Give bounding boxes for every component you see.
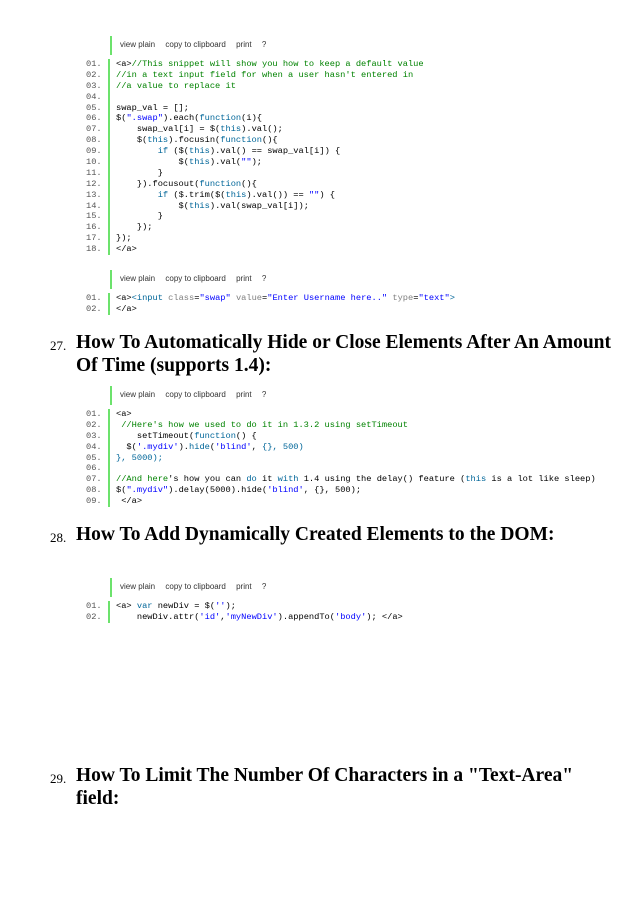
line-number: 12. [86,178,102,189]
code-text [108,233,132,244]
code-text [108,59,424,70]
code-token: '' [215,601,226,611]
heading-text: How To Automatically Hide or Close Elements After An Amount Of Time (supports 1.4): [76,332,612,376]
line-number: 11. [86,167,102,178]
code-token: 'body' [335,611,367,622]
code-token: }, 5000); [116,452,163,463]
code-token: //a value to replace it [116,80,236,91]
view-plain-link[interactable]: view plain [120,582,156,591]
code-token: setTimeout( [116,430,195,441]
line-number: 09. [86,146,102,157]
copy-to-clipboard-link[interactable]: copy to clipboard [165,390,226,399]
code-token: //This snippet will show you how to keep a default value [131,59,424,69]
code-line [86,113,626,124]
code-token: (i){ [241,113,263,124]
code-toolbar [110,578,626,597]
code-token: 'blind' [215,441,252,452]
code-text [108,463,116,474]
code-token: , [220,611,226,622]
line-number: 14. [86,200,102,211]
line-number: 07. [86,474,102,485]
code-token: , {}, 500); [303,485,362,496]
line-number: 16. [86,222,102,233]
line-number: 05. [86,452,102,463]
code-text [108,442,304,453]
code-text [108,601,236,612]
code-token: function [220,135,262,146]
code-token: $( [116,113,127,124]
code-line [86,201,626,212]
code-token: 'blind' [267,485,304,496]
code-text [108,146,340,157]
code-text [108,244,137,255]
code-text [108,81,236,92]
code-text [108,103,189,114]
line-number: 10. [86,157,102,168]
code-token: <a> [116,293,132,303]
line-number: 07. [86,124,102,135]
code-line [86,146,626,157]
code-token: newDiv.attr( [116,611,200,622]
code-text [108,453,163,464]
line-number: 13. [86,189,102,200]
heading-text: How To Limit The Number Of Characters in a "Text-Area" field: [76,765,574,809]
code-line [86,103,626,114]
code-token: ).val() == swap_val[i]) { [209,146,341,157]
line-number: 06. [86,463,102,474]
code-line [86,612,626,623]
code-line [86,190,626,201]
code-lines [86,409,626,507]
code-line [86,59,626,70]
code-text [108,474,596,485]
section-heading-28 [50,523,620,546]
code-text [108,304,137,315]
code-token: "" [308,189,320,200]
code-line [86,92,626,103]
code-token: ($.trim($( [168,189,226,200]
heading-number: 28. [50,530,67,545]
code-token: = [194,293,200,303]
code-token: this [220,124,242,135]
line-number: 02. [86,69,102,80]
code-token: (){ [262,135,278,146]
code-block-2 [86,270,626,315]
line-number: 04. [86,91,102,102]
copy-to-clipboard-link[interactable]: copy to clipboard [165,582,226,591]
code-token: is a lot like sleep) [486,474,596,485]
help-link[interactable]: ? [261,274,267,283]
code-token [116,190,158,200]
code-line [86,179,626,190]
code-text [108,190,335,201]
code-token: ( [209,441,216,452]
code-token: ).appendTo( [277,611,335,622]
code-text [108,420,408,431]
code-lines [86,601,626,623]
code-token: do [246,474,257,485]
code-token: if [157,189,169,200]
code-token: "text" [418,293,450,303]
heading-number: 29. [50,771,67,786]
copy-to-clipboard-link[interactable]: copy to clipboard [165,274,226,283]
code-token: function [194,430,236,441]
code-line [86,168,626,179]
code-token: $( [116,200,189,211]
code-token: }); [116,233,132,244]
line-number: 01. [86,409,102,419]
line-number: 03. [86,430,102,441]
code-block-4 [86,578,626,623]
code-lines [86,293,626,315]
code-token: swap_val = []; [116,102,189,113]
code-token: "Enter Username here.." [267,293,388,303]
code-text [108,179,257,190]
code-text [108,485,361,496]
code-token: $( [116,441,137,452]
code-token: hide [189,441,210,452]
code-text [108,409,132,420]
code-token: = [413,293,419,303]
code-line [86,420,626,431]
code-token: swap_val[i] = $( [116,124,221,135]
code-token: ).val(); [241,124,283,135]
code-token: this [147,135,169,146]
code-token: '.mydiv' [136,441,179,452]
code-token: </a> [116,244,137,255]
code-token: ).val( [209,157,242,168]
line-number: 01. [86,293,102,303]
code-token: var [136,601,153,611]
code-text [108,201,309,212]
code-token: {}, 500) [262,441,304,452]
code-token: value [235,293,263,303]
code-token: <a> [116,59,132,69]
code-token: //in a text input field for when a user hasn't entered in [116,69,414,80]
code-line [86,442,626,453]
line-number: 01. [86,59,102,69]
code-token: 'myNewDiv' [225,611,278,622]
help-link[interactable]: ? [261,582,267,591]
code-token: ($( [168,146,190,157]
code-text [108,211,163,222]
line-number: 01. [86,601,102,611]
code-block-1 [86,36,626,255]
code-token: ).focusin( [168,135,221,146]
code-text [108,168,163,179]
heading-text: How To Add Dynamically Created Elements to the DOM: [76,524,555,545]
code-line [86,135,626,146]
code-token: this [189,157,210,168]
code-token: $( [116,485,127,496]
code-token: ); [251,157,263,168]
line-number: 02. [86,419,102,430]
code-token: if [157,146,169,157]
line-number: 02. [86,611,102,622]
code-token: } [116,167,163,178]
code-token: , [251,441,263,452]
copy-to-clipboard-link[interactable]: copy to clipboard [165,40,226,49]
code-token: with [277,474,299,485]
code-line [86,81,626,92]
print-link[interactable]: print [236,390,252,399]
code-lines [86,59,626,255]
code-line [86,463,626,474]
code-line [86,453,626,464]
code-token: () { [235,430,257,441]
section-heading-29 [50,764,620,810]
code-token: ); </a> [366,611,403,622]
code-line [86,233,626,244]
code-text [108,293,455,304]
code-token [116,146,158,156]
code-text [108,124,283,135]
view-plain-link[interactable]: view plain [120,40,156,49]
code-token: this [189,146,210,157]
line-number: 04. [86,441,102,452]
code-token: newDiv = $( [152,601,216,611]
code-token: > [449,293,455,303]
code-line [86,244,626,255]
section-heading-27 [50,331,620,377]
code-token: this [225,189,247,200]
code-line [86,474,626,485]
code-token: ".swap" [126,113,163,124]
line-number: 05. [86,102,102,113]
code-text [108,431,257,442]
code-token: class [168,293,195,303]
line-number: 17. [86,233,102,244]
view-plain-link[interactable]: view plain [120,390,156,399]
code-text [108,612,403,623]
line-number: 03. [86,80,102,91]
code-token: </a> [116,303,137,314]
code-line [86,601,626,612]
code-token: ).val()) == [246,189,309,200]
code-line [86,293,626,304]
code-line [86,157,626,168]
code-token: ).delay(5000).hide( [168,485,268,496]
help-link[interactable]: ? [261,40,267,49]
code-token: $( [116,135,148,146]
code-token: 'id' [199,611,221,622]
view-plain-link[interactable]: view plain [120,274,156,283]
code-token: 1.4 using the delay() feature ( [298,474,466,485]
code-toolbar [110,386,626,405]
code-line [86,485,626,496]
code-token: "swap" [199,293,231,303]
code-line [86,304,626,315]
code-text [108,496,142,507]
code-token: } [116,211,163,222]
heading-number: 27. [50,338,67,353]
code-token: (){ [241,178,257,189]
code-block-3 [86,386,626,507]
code-line [86,431,626,442]
print-link[interactable]: print [236,274,252,283]
print-link[interactable]: print [236,40,252,49]
code-text [108,157,262,168]
print-link[interactable]: print [236,582,252,591]
code-token: ). [178,441,190,452]
code-token: this [465,474,487,485]
help-link[interactable]: ? [261,390,267,399]
line-number: 08. [86,135,102,146]
code-line [86,211,626,222]
code-token: $( [116,157,189,168]
code-token: 's how you can [168,474,247,485]
code-token: <a> [116,601,137,611]
code-text [108,222,153,233]
code-line [86,496,626,507]
code-line [86,124,626,135]
line-number: 02. [86,303,102,314]
code-token: </a> [116,496,143,507]
code-token: ).val(swap_val[i]); [209,200,309,211]
line-number: 15. [86,211,102,222]
line-number: 09. [86,496,102,507]
code-token: type [392,293,414,303]
code-token: ) { [319,189,336,200]
code-token: this [189,200,210,211]
code-token: ).each( [162,113,200,124]
code-text [108,70,413,81]
code-token: ".mydiv" [126,485,169,496]
code-token: = [262,293,268,303]
code-token: }); [116,222,153,233]
code-token: <input [131,293,163,303]
code-token: it [256,474,278,485]
code-text [108,113,262,124]
line-number: 08. [86,485,102,496]
code-line [86,222,626,233]
line-number: 06. [86,113,102,124]
code-token: function [199,178,242,189]
code-toolbar [110,270,626,289]
code-text [108,92,116,103]
code-token: }).focusout( [116,178,200,189]
code-token: <a> [116,409,132,419]
code-token: function [199,113,242,124]
code-text [108,135,278,146]
code-token: //Here's how we used to do it in 1.3.2 using setTimeout [121,419,408,430]
code-toolbar [110,36,626,55]
code-token: "" [241,157,252,168]
code-line [86,70,626,81]
code-token: ); [225,601,236,611]
code-token: //And here [116,474,169,485]
code-line [86,409,626,420]
line-number: 18. [86,244,102,255]
